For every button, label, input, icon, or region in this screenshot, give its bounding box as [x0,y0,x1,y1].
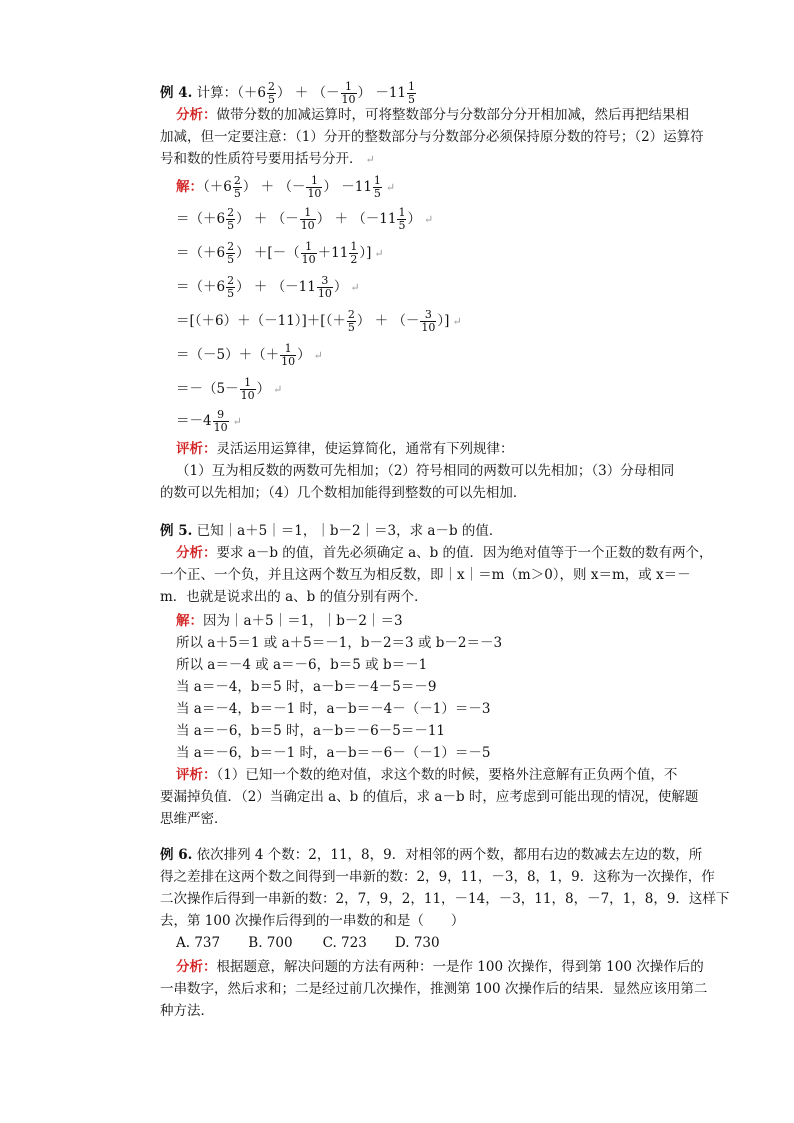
fraction [349,241,358,266]
frag: ） [323,179,337,195]
ex6-analysis-line-3: 种方法． [160,1003,214,1019]
fraction [267,81,276,106]
ex6-analysis-line-1 [176,958,704,976]
fraction [240,377,256,402]
frag: ＝－4 [176,413,212,429]
ex5-solution-line-1 [176,612,403,630]
denominator: 10 [307,187,322,200]
denominator: 5 [227,253,235,266]
denominator: 10 [281,355,296,368]
analysis-text: 要求 a－b 的值，首先必须确定 a、b 的值．因为绝对值等于一个正数的数有两个， [216,545,713,561]
analysis-label: 分析： [176,545,217,561]
pilcrow-mark: ↵ [313,349,323,362]
comment-text: （1）已知一个数的绝对值，求这个数的时候，要格外注意解有正负两个值，不 [216,767,678,783]
solution-text: 因为｜a＋5｜＝1，｜b－2｜＝3 [203,613,403,629]
fraction [233,175,242,200]
denominator: 10 [300,219,315,232]
ex6-problem-line-2: 得之差排在这两个数之间得到一串新的数：2，9，11，－3，8，1，9．这称为一次操作，作 [160,869,715,885]
denominator: 5 [398,219,406,232]
ex4-comment-line-1 [176,440,514,458]
fraction [407,81,416,106]
ex5-solution-line-7: 当 a＝－6，b＝－1 时，a－b＝－6－（－1）＝－5 [176,745,491,761]
fraction [280,343,296,368]
ex4-step-7 [176,406,242,437]
option-d: D. 730 [394,935,440,951]
fraction [300,207,316,232]
numerator: 2 [227,240,235,253]
denominator: 2 [350,253,358,266]
comment-label: 评析： [176,441,217,457]
frag: ） [333,279,348,295]
numerator: 3 [317,275,333,288]
ex6-problem-line-1 [160,846,702,864]
analysis-label: 分析： [176,959,217,975]
frag: ＝（－5）＋（＋ [176,347,280,363]
ex4-step-5 [176,340,323,371]
denominator: 5 [408,93,416,106]
ex4-analysis-line-2: 加减，但一定要注意：（1）分开的整数部分与分数部分必须保持原分数的符号；（2）运算符 [160,129,704,145]
frag: ＝[（＋6）＋（－11）]＋[（＋ [176,313,346,329]
ex6-problem-line-3: 二次操作后得到一串新的数：2，7，9，2，11，－14，－3，11，8，－7，1，8，9．这样下 [160,891,730,907]
denominator: 10 [317,287,332,300]
ex6-analysis-line-2: 一串数字，然后求和；二是经过前几次操作，推测第 100 次操作后的结果．显然应该用第二 [160,981,708,997]
ex4-step-0 [176,172,395,203]
fraction [226,275,235,300]
ex4-step-4 [176,306,462,337]
frag: －11 [341,179,372,195]
frag: ） [242,179,257,195]
frag: ） [297,347,311,363]
denominator: 5 [227,219,235,232]
numerator: 1 [280,343,296,356]
pilcrow-mark: ↵ [452,315,462,328]
frag: ＋ [253,211,268,227]
numerator: 2 [233,174,241,187]
fraction [397,207,406,232]
frag: ） [316,211,331,227]
ex5-analysis-line-1 [176,544,713,562]
option-c: C. 723 [322,935,367,951]
ex6-problem-line-4: 去，第 100 次操作后得到的一串数的和是（ ） [160,913,465,929]
fraction [301,241,317,266]
fraction [317,275,333,300]
frag: ＝ [176,245,190,261]
fraction [347,309,356,334]
ex5-label: 例 5. [160,523,193,539]
frag: ） [276,85,291,101]
ex5-title: 已知｜a＋5｜＝1，｜b－2｜＝3，求 a－b 的值． [196,523,503,539]
fraction [226,207,235,232]
pilcrow-mark: ↵ [423,213,434,226]
ex4-comment-line-3: 的数可以先相加；（4）几个数相加能得到整数的可以先相加． [160,485,527,501]
frag: ）] [359,245,372,261]
frag: ＋ [374,313,389,329]
denominator: 5 [267,93,275,106]
option-a: A. 737 [176,935,221,951]
denominator: 10 [341,93,356,106]
frag: （－ [278,179,306,195]
frag: ＋ [294,85,309,101]
fraction [306,175,322,200]
pilcrow-mark: ↵ [374,247,384,260]
frag: （－ [312,85,340,101]
ex6-label: 例 6. [160,847,193,863]
ex4-step-1 [176,204,433,235]
numerator: 1 [301,241,317,254]
comment-text: 灵活运用运算律，使运算简化，通常有下列规律： [216,441,514,457]
fraction [226,241,235,266]
ex5-solution-line-4: 当 a＝－4，b＝5 时，a－b＝－4－5＝－9 [176,679,437,695]
ex5-solution-line-3: 所以 a＝－4 或 a＝－6，b＝5 或 b＝－1 [176,657,428,673]
ex4-analysis-line-3 [160,150,375,169]
comment-label: 评析： [176,767,217,783]
fraction [373,175,382,200]
ex5-solution-line-2: 所以 a＋5＝1 或 a＋5＝－1，b－2＝3 或 b－2＝－3 [176,635,503,651]
fraction [420,309,436,334]
ex5-comment-line-1 [176,766,677,784]
frag: ） [407,211,421,227]
frag: ＋ [253,279,268,295]
numerator: 1 [373,174,381,187]
frag: （－ [271,211,299,227]
numerator: 9 [213,409,229,422]
numerator: 3 [420,309,436,322]
denominator: 5 [347,321,355,334]
analysis-text: 号和数的性质符号要用括号分开． [160,151,363,167]
frag: －11 [375,85,407,101]
ex4-step-2 [176,238,384,269]
numerator: 1 [398,206,406,219]
fraction [341,81,357,106]
frag: ） [236,279,250,295]
frag: ） [356,313,371,329]
numerator: 2 [267,80,275,93]
ex4-comment-line-2: （1）互为相反数的两数可先相加；（2）符号相同的两数可以先相加；（3）分母相同 [176,463,675,479]
frag: （＋6 [189,245,226,261]
frag: ） [236,211,250,227]
numerator: 1 [408,80,416,93]
frag: ） [236,245,250,261]
ex5-solution-line-5: 当 a＝－4，b＝－1 时，a－b＝－4－（－1）＝－3 [176,701,491,717]
numerator: 2 [227,274,235,287]
analysis-label: 分析： [176,107,217,123]
denominator: 5 [233,187,241,200]
pilcrow-mark: ↵ [385,181,396,194]
numerator: 1 [300,207,316,220]
ex4-problem [160,78,417,108]
pilcrow-mark: ↵ [273,383,283,396]
frag: （＋6 [203,179,232,195]
frag: ＝ [176,279,190,295]
ex4-analysis-line-1 [176,106,689,124]
ex4-title: 计算： [196,85,238,101]
numerator: 2 [347,308,355,321]
pilcrow-mark: ↵ [350,281,360,294]
ex5-analysis-line-2: 一个正、一个负，并且这两个数互为相反数，即｜x｜＝m（m＞0），则 x＝m，或 x＝－ [160,567,691,583]
frag: ＋[－（ [253,245,300,261]
frag: ） [357,85,372,101]
ex4-label: 例 4. [160,85,193,101]
frag: （－11 [271,279,316,295]
frag: （－ [392,313,420,329]
fraction [213,409,229,434]
pilcrow-mark: ↵ [365,153,375,166]
ex5-solution-line-6: 当 a＝－6，b＝5 时，a－b＝－6－5＝－11 [176,723,445,739]
ex4-step-3 [176,272,360,303]
frag: （＋6 [237,85,266,101]
denominator: 10 [421,321,436,334]
numerator: 1 [240,377,256,390]
ex5-comment-line-2: 要漏掉负值．（2）当确定出 a、b 的值后，求 a－b 时，应考虑到可能出现的情况，使解题 [160,789,699,805]
ex6-text: 依次排列 4 个数：2，11，8，9．对相邻的两个数，都用右边的数减去左边的数，所 [196,847,703,863]
frag: （－11 [352,211,397,227]
denominator: 5 [227,287,235,300]
frag: ＝－（5－ [176,381,239,397]
frag: ）] [437,313,450,329]
analysis-text: 做带分数的加减运算时，可将整数部分与分数部分分开相加减，然后再把结果相 [216,107,689,123]
option-b: B. 700 [248,935,293,951]
ex5-problem [160,522,502,540]
frag: （＋6 [189,279,226,295]
ex4-step-6 [176,374,282,405]
frag: ＋11 [317,245,349,261]
frag: ＋ [260,179,275,195]
solution-label: 解： [176,613,203,629]
pilcrow-mark: ↵ [232,415,242,428]
numerator: 2 [227,206,235,219]
frag: ＝ [176,211,190,227]
frag: ） [256,381,271,397]
analysis-text: 根据题意，解决问题的方法有两种：一是作 100 次操作，得到第 100 次操作后的 [216,959,704,975]
ex5-comment-line-3: 思维严密． [160,811,228,827]
numerator: 1 [341,81,357,94]
frag: （＋6 [189,211,226,227]
frag: ＋ [334,211,348,227]
denominator: 10 [301,253,316,266]
numerator: 1 [306,175,322,188]
denominator: 5 [373,187,381,200]
denominator: 10 [213,421,228,434]
denominator: 10 [240,389,255,402]
ex5-analysis-line-3: m．也就是说求出的 a、b 的值分别有两个． [160,589,428,605]
ex6-options [176,934,465,952]
numerator: 1 [350,240,358,253]
solution-label: 解： [176,179,203,195]
